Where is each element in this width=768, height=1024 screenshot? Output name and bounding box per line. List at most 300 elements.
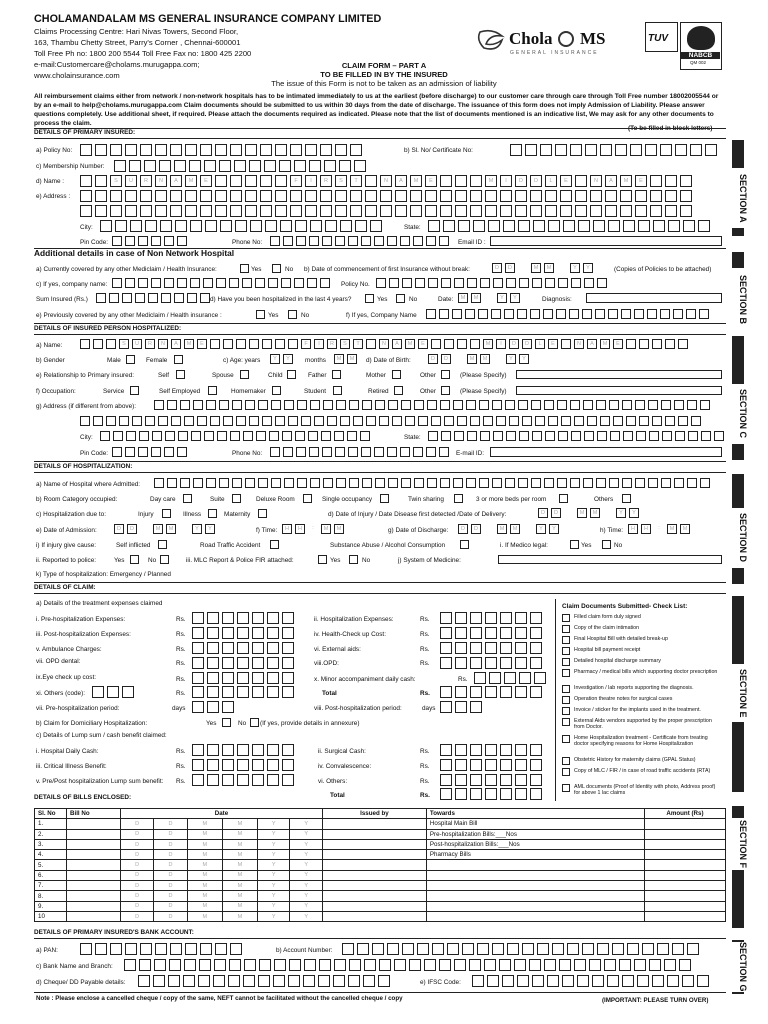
char-box[interactable] [564, 508, 574, 518]
char-box[interactable]: Y [270, 354, 280, 364]
alt-phone-boxes[interactable] [270, 447, 449, 457]
char-box[interactable]: M [153, 524, 163, 534]
char-box[interactable] [360, 431, 370, 441]
table-cell[interactable] [644, 870, 725, 880]
policyno-boxes[interactable] [376, 278, 607, 288]
char-box[interactable] [522, 943, 534, 955]
state-boxes[interactable] [428, 220, 710, 232]
char-box[interactable] [530, 744, 542, 756]
char-box[interactable] [327, 416, 337, 426]
char-box[interactable] [664, 959, 676, 971]
table-cell[interactable]: Y [258, 819, 290, 829]
char-box[interactable] [260, 190, 272, 202]
char-box[interactable]: T [350, 175, 362, 187]
char-box[interactable]: A [171, 339, 181, 349]
char-box[interactable] [364, 959, 376, 971]
char-box[interactable] [296, 447, 306, 457]
char-box[interactable] [518, 263, 528, 273]
char-box[interactable] [425, 205, 437, 217]
char-box[interactable] [375, 400, 385, 410]
char-box[interactable] [600, 144, 612, 156]
char-box[interactable]: D [530, 175, 542, 187]
table-cell[interactable]: D [121, 881, 154, 891]
table-cell[interactable]: D [154, 829, 187, 839]
table-cell[interactable]: Y [290, 911, 323, 921]
char-box[interactable] [245, 478, 255, 488]
char-box[interactable] [100, 220, 112, 232]
char-box[interactable] [223, 416, 233, 426]
char-box[interactable]: M [166, 524, 176, 534]
char-box[interactable] [95, 175, 107, 187]
char-box[interactable] [129, 160, 141, 172]
char-box[interactable] [613, 416, 623, 426]
char-box[interactable] [92, 686, 104, 698]
char-box[interactable]: Y [283, 354, 293, 364]
char-box[interactable] [455, 657, 467, 669]
char-box[interactable] [112, 447, 122, 457]
char-box[interactable] [454, 431, 464, 441]
char-box[interactable] [455, 627, 467, 639]
char-box[interactable] [267, 774, 279, 786]
table-cell[interactable] [426, 860, 644, 870]
char-box[interactable] [323, 478, 333, 488]
char-box[interactable] [250, 220, 262, 232]
char-box[interactable] [213, 975, 225, 987]
char-box[interactable] [605, 190, 617, 202]
char-box[interactable] [532, 975, 544, 987]
char-box[interactable] [217, 431, 227, 441]
char-box[interactable] [428, 431, 438, 441]
char-box[interactable] [466, 478, 476, 488]
others-code-boxes[interactable] [92, 686, 134, 698]
char-box[interactable] [361, 236, 371, 246]
char-box[interactable] [262, 339, 272, 349]
char-box[interactable] [290, 144, 302, 156]
char-box[interactable]: M [544, 263, 554, 273]
char-box[interactable] [665, 190, 677, 202]
char-box[interactable] [455, 205, 467, 217]
char-box[interactable] [522, 416, 532, 426]
char-box[interactable]: N [380, 175, 392, 187]
char-box[interactable] [115, 220, 127, 232]
char-box[interactable] [167, 400, 177, 410]
char-box[interactable] [168, 975, 180, 987]
char-box[interactable] [683, 220, 695, 232]
table-cell[interactable]: D [121, 850, 154, 860]
char-box[interactable] [560, 190, 572, 202]
discharge-date-boxes[interactable] [458, 524, 559, 534]
char-box[interactable] [485, 744, 497, 756]
char-box[interactable] [583, 400, 593, 410]
char-box[interactable] [140, 943, 152, 955]
char-box[interactable] [427, 400, 437, 410]
char-box[interactable] [455, 759, 467, 771]
char-box[interactable] [180, 400, 190, 410]
patient-name-boxes[interactable] [80, 339, 688, 349]
prepost-lump-boxes[interactable] [192, 774, 294, 786]
char-box[interactable] [249, 339, 259, 349]
table-cell[interactable]: 1. [35, 819, 67, 829]
char-box[interactable] [138, 236, 148, 246]
char-box[interactable] [122, 686, 134, 698]
char-box[interactable] [592, 975, 604, 987]
char-box[interactable]: N [155, 175, 167, 187]
char-box[interactable] [222, 701, 234, 713]
char-box[interactable] [237, 672, 249, 684]
char-box[interactable] [236, 416, 246, 426]
char-box[interactable] [335, 205, 347, 217]
char-box[interactable]: N [158, 339, 168, 349]
char-box[interactable] [500, 612, 512, 624]
char-box[interactable] [112, 278, 122, 288]
table-cell[interactable] [322, 860, 426, 870]
char-box[interactable] [139, 431, 149, 441]
char-box[interactable] [484, 293, 494, 303]
char-box[interactable] [500, 774, 512, 786]
char-box[interactable]: D [522, 339, 532, 349]
char-box[interactable] [627, 943, 639, 955]
char-box[interactable]: D [538, 508, 548, 518]
char-box[interactable] [270, 447, 280, 457]
table-cell[interactable]: M [222, 891, 257, 901]
char-box[interactable] [673, 309, 683, 319]
table-cell[interactable]: M [222, 881, 257, 891]
table-cell[interactable]: Y [258, 881, 290, 891]
char-box[interactable] [200, 293, 210, 303]
char-box[interactable] [154, 959, 166, 971]
female-checkbox[interactable] [174, 355, 183, 364]
table-row[interactable] [35, 839, 726, 849]
char-box[interactable] [595, 309, 605, 319]
injury-checkbox[interactable] [162, 509, 171, 518]
char-box[interactable] [470, 175, 482, 187]
char-box[interactable] [444, 416, 454, 426]
char-box[interactable] [519, 278, 529, 288]
char-box[interactable]: E [197, 339, 207, 349]
char-box[interactable] [379, 416, 389, 426]
char-box[interactable] [267, 744, 279, 756]
char-box[interactable] [339, 160, 351, 172]
char-box[interactable] [440, 686, 452, 698]
table-cell[interactable]: M [187, 901, 222, 911]
char-box[interactable] [455, 642, 467, 654]
char-box[interactable] [282, 657, 294, 669]
external-aids-boxes[interactable] [440, 642, 542, 654]
char-box[interactable] [660, 309, 670, 319]
char-box[interactable] [200, 190, 212, 202]
char-box[interactable] [155, 190, 167, 202]
char-box[interactable] [557, 400, 567, 410]
char-box[interactable] [214, 959, 226, 971]
char-box[interactable] [267, 642, 279, 654]
char-box[interactable] [252, 774, 264, 786]
char-box[interactable] [650, 205, 662, 217]
char-box[interactable] [177, 447, 187, 457]
mother-checkbox[interactable] [392, 370, 401, 379]
char-box[interactable] [533, 220, 545, 232]
char-box[interactable] [95, 190, 107, 202]
account-boxes[interactable] [342, 943, 699, 955]
char-box[interactable]: D [551, 508, 561, 518]
char-box[interactable] [290, 190, 302, 202]
char-box[interactable] [544, 959, 556, 971]
char-box[interactable] [130, 220, 142, 232]
char-box[interactable]: A [587, 339, 597, 349]
cheque-boxes[interactable] [138, 975, 390, 987]
char-box[interactable] [183, 975, 195, 987]
char-box[interactable] [609, 400, 619, 410]
table-cell[interactable] [426, 901, 644, 911]
char-box[interactable] [148, 293, 158, 303]
char-box[interactable] [151, 278, 161, 288]
char-box[interactable] [558, 278, 568, 288]
covered-no-checkbox[interactable] [272, 264, 281, 273]
char-box[interactable] [500, 686, 512, 698]
char-box[interactable] [207, 642, 219, 654]
char-box[interactable]: E [635, 175, 647, 187]
table-cell[interactable]: D [121, 870, 154, 880]
char-box[interactable] [500, 759, 512, 771]
char-box[interactable] [530, 612, 542, 624]
membership-boxes[interactable] [114, 160, 366, 172]
char-box[interactable] [635, 205, 647, 217]
char-box[interactable] [634, 959, 646, 971]
char-box[interactable] [440, 788, 452, 800]
char-box[interactable] [400, 447, 410, 457]
char-box[interactable] [378, 975, 390, 987]
char-box[interactable] [561, 339, 571, 349]
table-cell[interactable]: M [222, 819, 257, 829]
char-box[interactable] [230, 431, 240, 441]
char-box[interactable]: M [531, 263, 541, 273]
char-box[interactable] [413, 447, 423, 457]
char-box[interactable]: R [320, 175, 332, 187]
char-box[interactable] [470, 642, 482, 654]
char-box[interactable] [110, 205, 122, 217]
char-box[interactable] [151, 236, 161, 246]
char-box[interactable] [537, 943, 549, 955]
char-box[interactable]: D [509, 339, 519, 349]
char-box[interactable] [269, 431, 279, 441]
char-box[interactable] [237, 759, 249, 771]
char-box[interactable]: : [658, 525, 660, 531]
table-row[interactable] [35, 891, 726, 901]
char-box[interactable]: I [314, 339, 324, 349]
char-box[interactable] [515, 774, 527, 786]
char-box[interactable]: F [290, 175, 302, 187]
char-box[interactable] [215, 190, 227, 202]
char-box[interactable] [161, 293, 171, 303]
char-box[interactable] [191, 431, 201, 441]
char-box[interactable] [661, 400, 671, 410]
char-box[interactable] [612, 943, 624, 955]
char-box[interactable]: M [577, 508, 587, 518]
char-box[interactable] [432, 943, 444, 955]
char-box[interactable] [493, 354, 503, 364]
diagnosis-field[interactable] [586, 293, 722, 303]
char-box[interactable] [610, 431, 620, 441]
char-box[interactable] [198, 975, 210, 987]
char-box[interactable]: Y [510, 293, 520, 303]
char-box[interactable] [222, 744, 234, 756]
char-box[interactable] [678, 416, 688, 426]
char-box[interactable]: L [545, 175, 557, 187]
char-box[interactable]: E [548, 339, 558, 349]
table-cell[interactable]: M [187, 819, 222, 829]
char-box[interactable] [686, 309, 696, 319]
char-box[interactable] [504, 672, 516, 684]
char-box[interactable] [426, 447, 436, 457]
char-box[interactable] [582, 309, 592, 319]
char-box[interactable] [583, 478, 593, 488]
char-box[interactable] [559, 959, 571, 971]
table-cell[interactable]: Y [258, 901, 290, 911]
char-box[interactable]: T [353, 339, 363, 349]
char-box[interactable] [531, 478, 541, 488]
char-box[interactable] [584, 431, 594, 441]
char-box[interactable] [544, 400, 554, 410]
char-box[interactable]: H [282, 524, 292, 534]
char-box[interactable] [260, 175, 272, 187]
char-box[interactable] [267, 759, 279, 771]
char-box[interactable] [667, 975, 679, 987]
char-box[interactable] [414, 478, 424, 488]
char-box[interactable]: R [140, 175, 152, 187]
char-box[interactable] [636, 431, 646, 441]
char-box[interactable] [620, 205, 632, 217]
char-box[interactable] [379, 959, 391, 971]
char-box[interactable] [169, 959, 181, 971]
post-period-boxes[interactable] [440, 701, 482, 713]
char-box[interactable] [297, 478, 307, 488]
hosp4-no-checkbox[interactable] [396, 294, 405, 303]
char-box[interactable] [545, 205, 557, 217]
char-box[interactable] [597, 431, 607, 441]
char-box[interactable] [354, 160, 366, 172]
char-box[interactable] [698, 220, 710, 232]
table-cell[interactable]: M [187, 870, 222, 880]
char-box[interactable] [230, 190, 242, 202]
char-box[interactable] [649, 959, 661, 971]
char-box[interactable] [645, 144, 657, 156]
char-box[interactable] [577, 975, 589, 987]
char-box[interactable] [200, 205, 212, 217]
char-box[interactable]: M [321, 524, 331, 534]
char-box[interactable] [80, 190, 92, 202]
char-box[interactable] [336, 478, 346, 488]
char-box[interactable] [687, 478, 697, 488]
char-box[interactable] [657, 943, 669, 955]
alt-pin-boxes[interactable] [112, 447, 187, 457]
char-box[interactable] [515, 627, 527, 639]
table-row[interactable] [35, 860, 726, 870]
char-box[interactable] [207, 744, 219, 756]
char-box[interactable] [661, 478, 671, 488]
char-box[interactable] [305, 205, 317, 217]
eye-boxes[interactable] [192, 672, 294, 684]
char-box[interactable] [154, 478, 164, 488]
char-box[interactable] [626, 339, 636, 349]
char-box[interactable] [440, 478, 450, 488]
covered-yes-checkbox[interactable] [240, 264, 249, 273]
char-box[interactable] [222, 759, 234, 771]
table-cell[interactable]: M [187, 911, 222, 921]
char-box[interactable]: D [441, 354, 451, 364]
char-box[interactable] [515, 205, 527, 217]
company-boxes[interactable] [112, 278, 330, 288]
char-box[interactable] [245, 205, 257, 217]
char-box[interactable] [637, 975, 649, 987]
char-box[interactable] [457, 416, 467, 426]
char-box[interactable] [229, 959, 241, 971]
char-box[interactable] [426, 236, 436, 246]
checklist-checkbox[interactable] [562, 636, 570, 644]
char-box[interactable] [483, 416, 493, 426]
char-box[interactable] [545, 190, 557, 202]
char-box[interactable] [688, 431, 698, 441]
char-box[interactable]: Y [536, 524, 546, 534]
char-box[interactable] [206, 400, 216, 410]
char-box[interactable] [145, 416, 155, 426]
char-box[interactable] [185, 190, 197, 202]
table-cell[interactable] [322, 819, 426, 829]
table-cell[interactable]: D [154, 839, 187, 849]
char-box[interactable] [485, 642, 497, 654]
char-box[interactable] [515, 744, 527, 756]
table-row[interactable] [35, 870, 726, 880]
table-cell[interactable]: D [154, 870, 187, 880]
char-box[interactable]: M [467, 354, 477, 364]
char-box[interactable] [500, 627, 512, 639]
char-box[interactable] [145, 220, 157, 232]
char-box[interactable]: E [425, 175, 437, 187]
char-box[interactable] [500, 205, 512, 217]
char-box[interactable] [237, 744, 249, 756]
char-box[interactable]: M [347, 354, 357, 364]
char-box[interactable] [680, 190, 692, 202]
table-cell[interactable]: Y [258, 850, 290, 860]
char-box[interactable] [215, 205, 227, 217]
char-box[interactable] [80, 205, 92, 217]
char-box[interactable] [418, 416, 428, 426]
char-box[interactable] [439, 447, 449, 457]
char-box[interactable] [237, 657, 249, 669]
char-box[interactable] [190, 278, 200, 288]
char-box[interactable] [347, 431, 357, 441]
char-box[interactable] [530, 657, 542, 669]
char-box[interactable] [431, 339, 441, 349]
char-box[interactable] [365, 175, 377, 187]
char-box[interactable] [124, 959, 136, 971]
char-box[interactable] [113, 431, 123, 441]
char-box[interactable] [372, 943, 384, 955]
char-box[interactable]: M [667, 524, 677, 534]
opd-dental-boxes[interactable] [192, 657, 294, 669]
char-box[interactable] [308, 431, 318, 441]
discharge-time-boxes[interactable] [628, 524, 690, 534]
char-box[interactable] [348, 975, 360, 987]
alt-city-boxes[interactable] [100, 431, 370, 441]
rta-checkbox[interactable] [270, 540, 279, 549]
char-box[interactable] [230, 144, 242, 156]
char-box[interactable]: M [334, 354, 344, 364]
char-box[interactable] [609, 478, 619, 488]
char-box[interactable] [545, 278, 555, 288]
table-cell[interactable] [322, 881, 426, 891]
char-box[interactable] [245, 175, 257, 187]
char-box[interactable] [140, 144, 152, 156]
illness-checkbox[interactable] [208, 509, 217, 518]
